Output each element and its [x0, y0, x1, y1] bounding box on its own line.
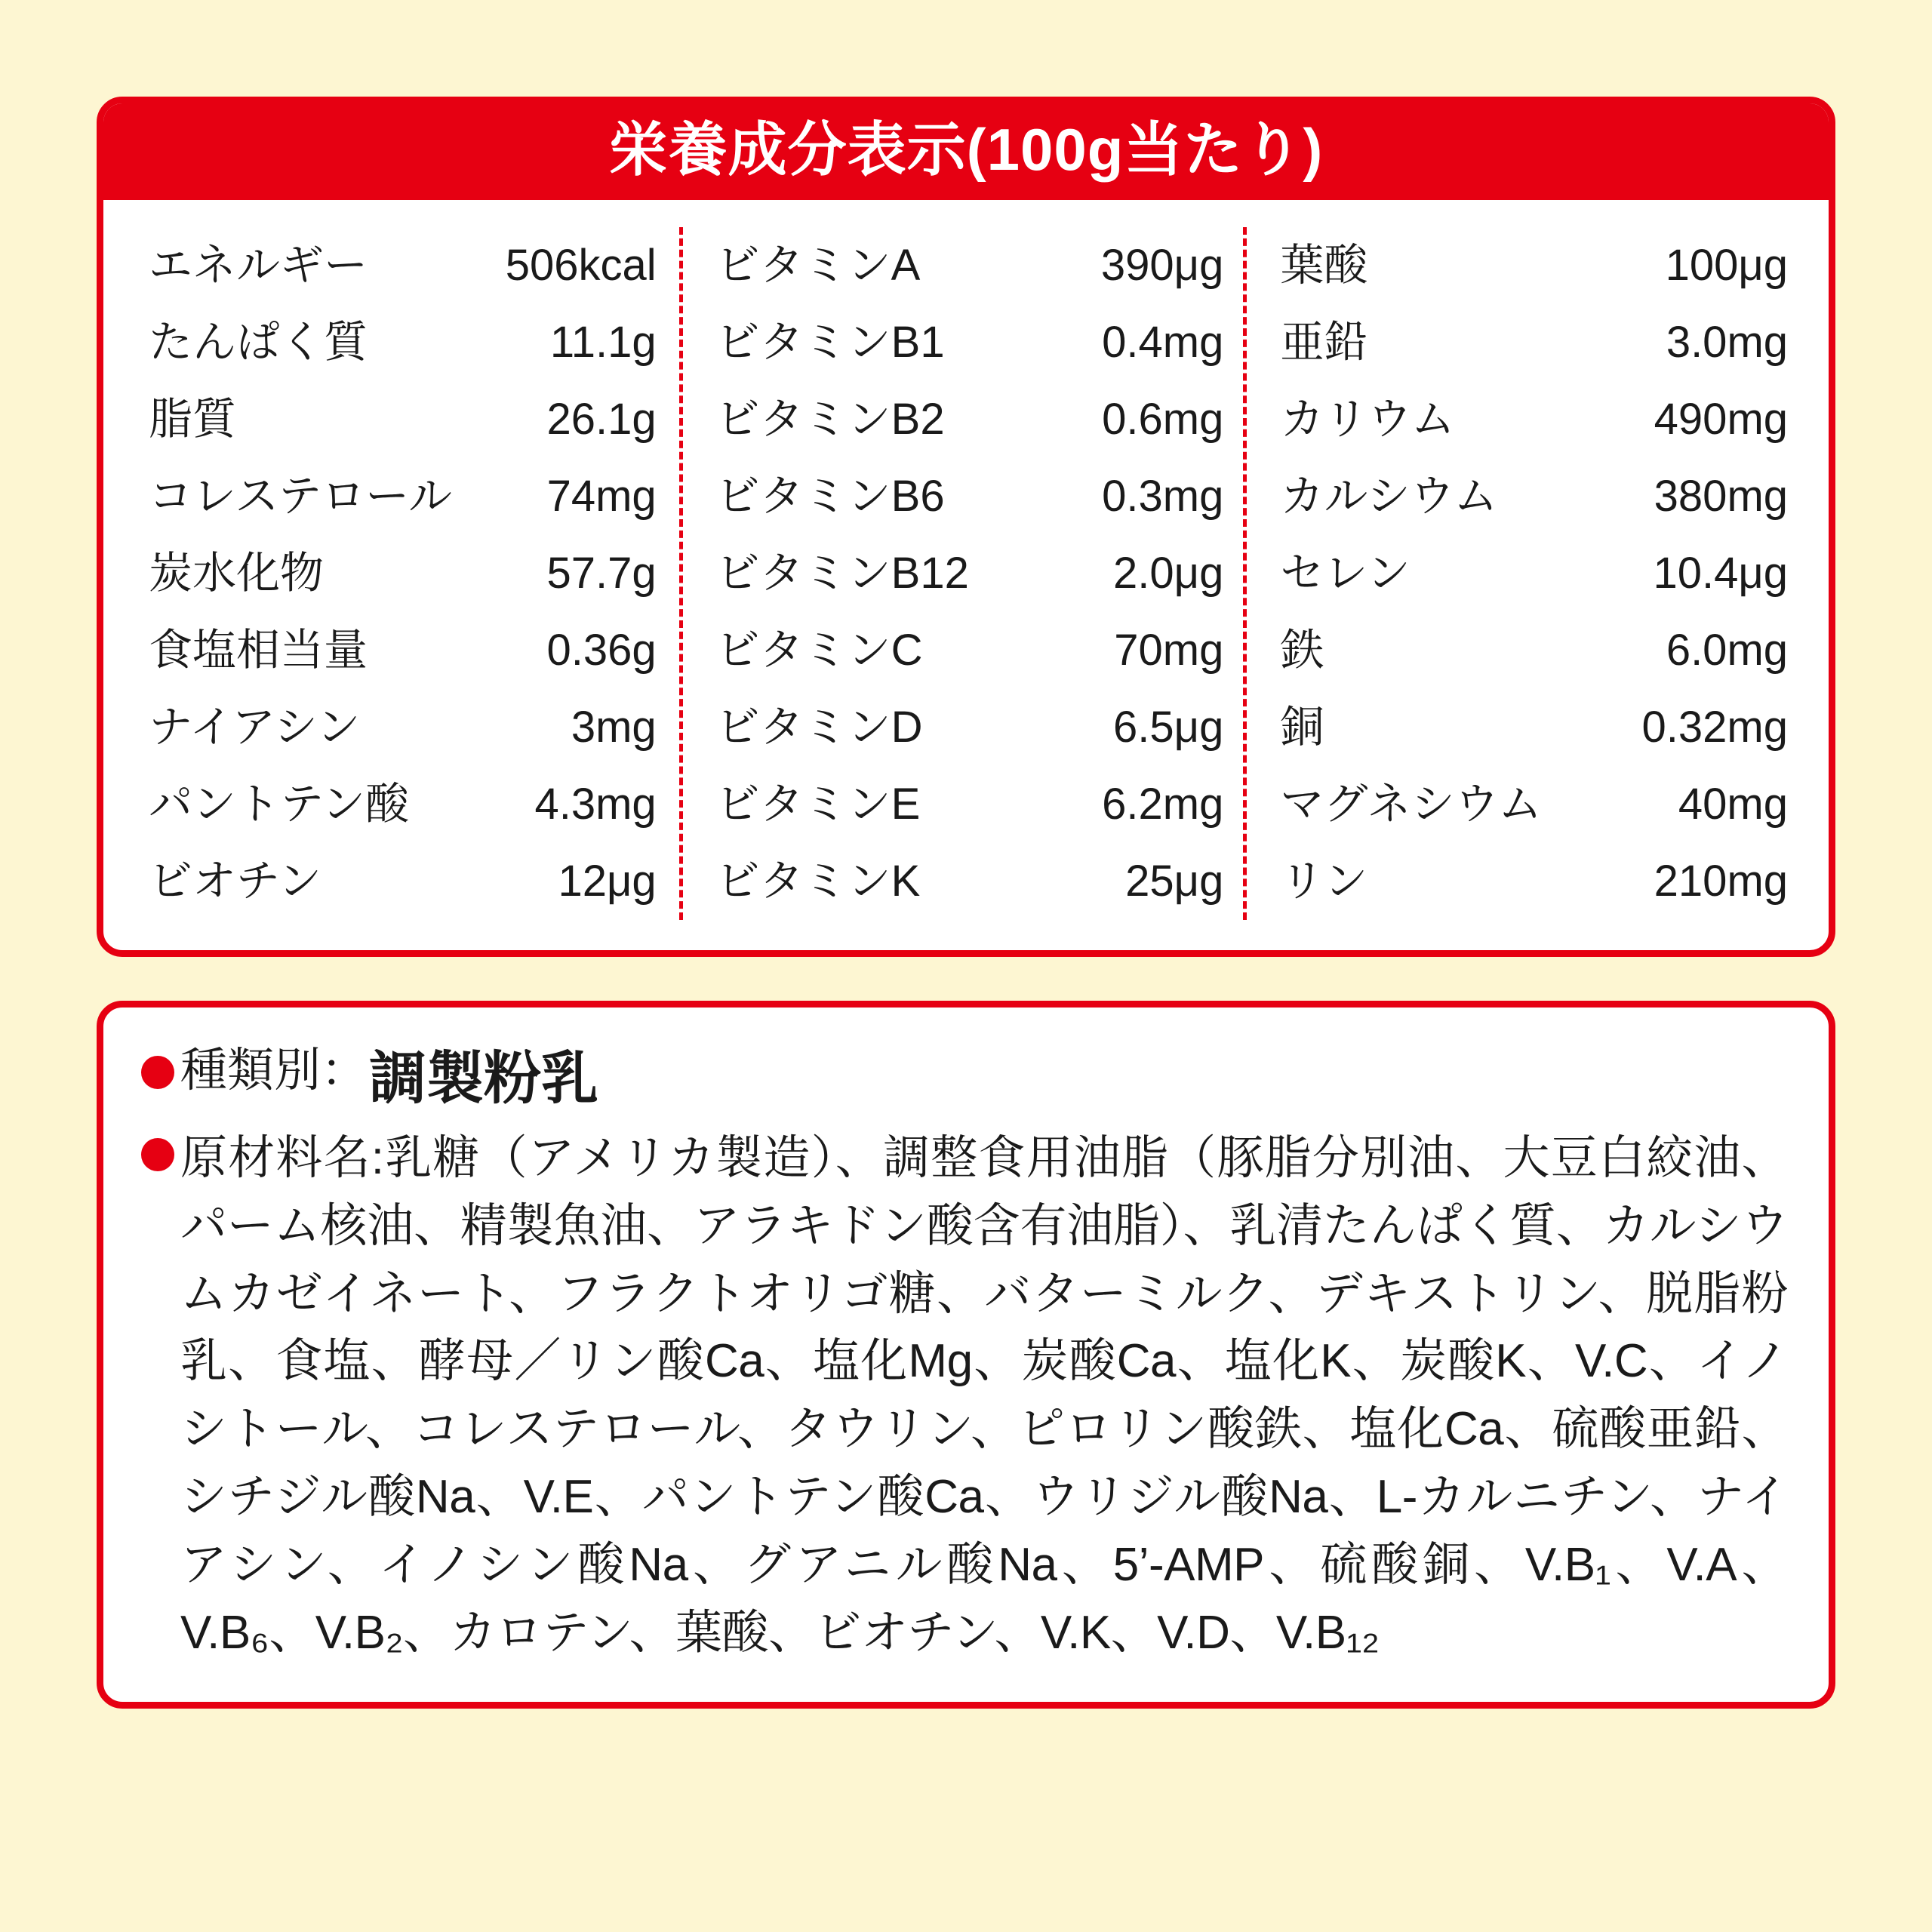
product-kind-value: 調製粉乳: [369, 1047, 599, 1111]
nutrition-row: [1280, 766, 1788, 843]
nutrition-row: [716, 843, 1224, 920]
nutrient-value: 0.36g: [546, 626, 657, 675]
nutrient-value: 6.2mg: [1102, 780, 1224, 829]
nutrient-label: 銅: [1280, 703, 1324, 752]
nutrient-label: ビタミンB2: [715, 395, 945, 444]
nutrition-row: [716, 535, 1224, 612]
nutrient-label: パントテン酸: [149, 780, 410, 829]
nutrient-label: ビオチン: [149, 857, 322, 906]
nutrient-value: 11.1g: [549, 318, 657, 367]
nutrition-row: [149, 535, 657, 612]
bullet-icon: [141, 1138, 174, 1171]
nutrient-label: ビタミンB12: [715, 549, 969, 598]
nutrient-label: コレステロール: [149, 472, 452, 521]
nutrient-value: 210mg: [1654, 857, 1789, 906]
nutrition-row: [149, 766, 657, 843]
nutrient-label: たんぱく質: [149, 318, 368, 367]
nutrition-row: [716, 458, 1224, 535]
nutrient-value: 26.1g: [546, 395, 657, 444]
nutrient-label: ビタミンC: [715, 626, 923, 675]
nutrient-value: 4.3mg: [534, 780, 657, 829]
nutrition-row: [1280, 381, 1788, 458]
nutrition-row: [1280, 535, 1788, 612]
nutrition-facts-body: [103, 200, 1829, 950]
product-info-panel: [97, 1001, 1835, 1709]
nutrient-value: 25μg: [1125, 857, 1224, 906]
nutrient-value: 3.0mg: [1666, 318, 1789, 367]
ingredients-body: [180, 1124, 1788, 1667]
nutrient-value: 506kcal: [505, 241, 657, 290]
nutrition-row: [716, 381, 1224, 458]
nutrient-label: マグネシウム: [1280, 780, 1543, 829]
ingredients-label: 原材料名:: [180, 1131, 384, 1184]
nutrition-row: [149, 227, 657, 304]
nutrient-value: 490mg: [1654, 395, 1789, 444]
nutrient-value: 390μg: [1100, 241, 1224, 290]
nutrient-label: リン: [1280, 857, 1368, 906]
nutrient-value: 2.0μg: [1113, 549, 1224, 598]
nutrient-label: 食塩相当量: [149, 626, 368, 675]
nutrient-value: 0.6mg: [1102, 395, 1224, 444]
nutrition-row: [1280, 304, 1788, 381]
nutrition-row: [716, 612, 1224, 689]
nutrient-value: 6.5μg: [1113, 703, 1224, 752]
nutrition-column-3: [1243, 227, 1803, 920]
nutrition-row: [1280, 843, 1788, 920]
bullet-icon: [141, 1056, 174, 1089]
nutrient-label: 亜鉛: [1280, 318, 1368, 367]
product-kind-line: [141, 1042, 1788, 1112]
nutrient-label: セレン: [1280, 549, 1411, 598]
nutrient-value: 10.4μg: [1653, 549, 1789, 598]
nutrition-column-1: [129, 227, 679, 920]
nutrient-value: 380mg: [1654, 472, 1789, 521]
nutrient-value: 100μg: [1665, 241, 1789, 290]
nutrient-label: ビタミンE: [715, 780, 921, 829]
product-kind-label: 種類別：: [180, 1044, 368, 1097]
nutrient-label: ビタミンB1: [715, 318, 945, 367]
nutrient-value: 70mg: [1114, 626, 1224, 675]
nutrient-value: 40mg: [1678, 780, 1789, 829]
nutrient-label: カルシウム: [1280, 472, 1498, 521]
nutrient-label: 葉酸: [1280, 241, 1368, 290]
nutrient-label: 鉄: [1280, 626, 1324, 675]
ingredients-value: 乳糖（アメリカ製造）、調整食用油脂（豚脂分別油、大豆白絞油、パーム核油、精製魚油、アラキドン酸含有油脂）、乳清たんぱく質、カルシウムカゼイネート、フラクトオリゴ糖、バターミルク、デキストリン、脱脂粉乳、食塩、酵母／リン酸Ca、塩化Mg、炭酸Ca、塩化K、炭酸K、V.C、イノシトール、コレステロール、タウリン、ピロリン酸鉄、塩化Ca、硫酸亜鉛、シチジル酸Na、V.E、パントテン酸Ca、ウリジル酸Na、L-カルニチン、ナイアシン、イノシン酸Na、グアニル酸Na、5’-AMP、硫酸銅、V.B₁、V.A、V.B₆、V.B₂、カロテン、葉酸、ビオチン、V.K、V.D、V.B₁₂: [180, 1131, 1788, 1659]
nutrition-row: [1280, 227, 1788, 304]
nutrient-label: カリウム: [1280, 395, 1455, 444]
nutrition-row: [149, 304, 657, 381]
nutrient-value: 74mg: [546, 472, 657, 521]
nutrition-row: [716, 227, 1224, 304]
nutrition-column-2: [679, 227, 1244, 920]
nutrition-facts-panel: [97, 97, 1835, 957]
nutrition-row: [149, 612, 657, 689]
nutrient-label: ビタミンK: [715, 857, 921, 906]
nutrient-value: 0.3mg: [1102, 472, 1224, 521]
nutrient-label: ビタミンB6: [715, 472, 945, 521]
nutrient-value: 0.4mg: [1102, 318, 1224, 367]
nutrition-row: [149, 689, 657, 766]
nutrition-row: [149, 843, 657, 920]
nutrition-facts-title: 栄養成分表示(100g当たり): [103, 103, 1829, 200]
nutrition-row: [716, 304, 1224, 381]
nutrient-label: ビタミンA: [715, 241, 921, 290]
nutrition-row: [1280, 458, 1788, 535]
ingredients-line: [141, 1124, 1788, 1667]
nutrient-label: ビタミンD: [715, 703, 923, 752]
nutrition-row: [1280, 612, 1788, 689]
nutrient-label: 炭水化物: [149, 549, 325, 598]
nutrient-value: 12μg: [558, 857, 657, 906]
nutrition-row: [716, 689, 1224, 766]
nutrition-row: [149, 458, 657, 535]
nutrient-label: 脂質: [149, 395, 237, 444]
nutrient-value: 0.32mg: [1641, 703, 1789, 752]
nutrient-value: 6.0mg: [1666, 626, 1789, 675]
nutrient-value: 57.7g: [546, 549, 657, 598]
nutrition-row: [149, 381, 657, 458]
nutrient-label: エネルギー: [149, 241, 368, 290]
nutrient-value: 3mg: [571, 703, 657, 752]
nutrition-row: [716, 766, 1224, 843]
nutrition-row: [1280, 689, 1788, 766]
nutrient-label: ナイアシン: [149, 703, 361, 752]
